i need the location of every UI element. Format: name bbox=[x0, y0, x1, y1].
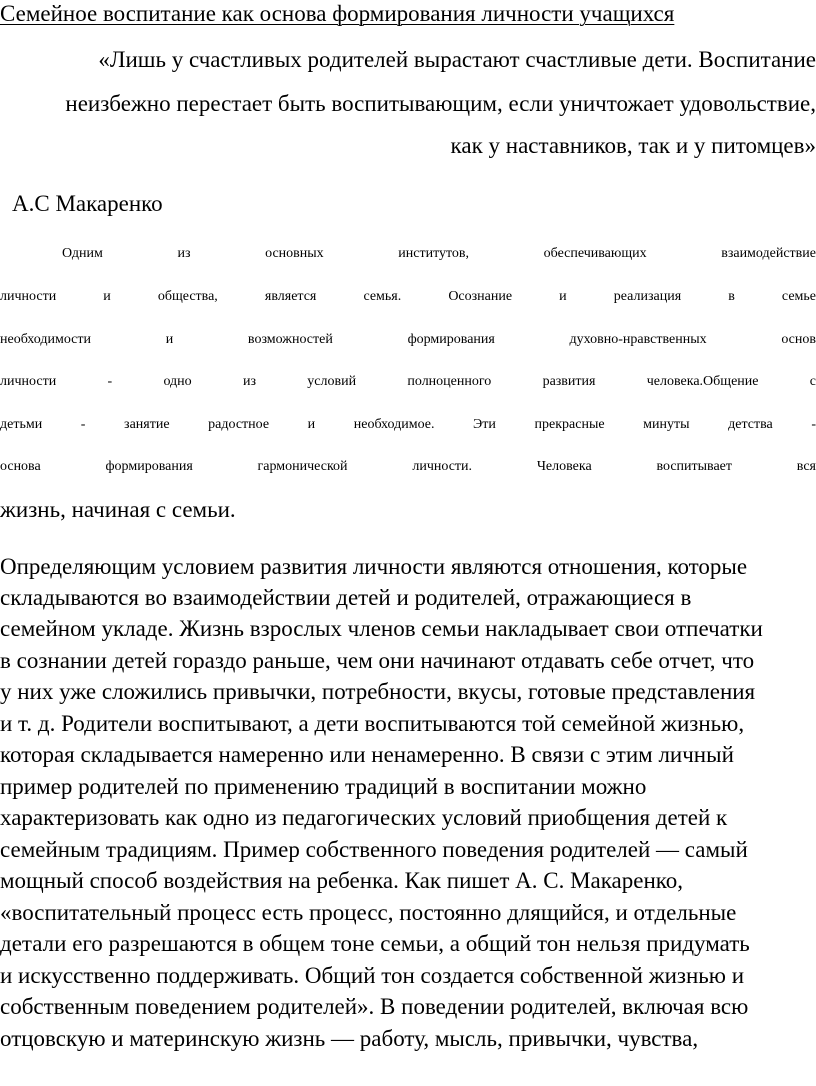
paragraph-line: Определяющим условием развития личности являются отношения, которые bbox=[0, 554, 748, 579]
paragraph-line: семейным традициям. Пример собственного поведения родителей — самый bbox=[0, 837, 748, 862]
paragraph-line: отцовскую и материнскую жизнь — работу, мысль, привычки, чувства, bbox=[0, 1026, 699, 1051]
paragraph-line: в сознании детей гораздо раньше, чем они начинают отдавать себе отчет, что bbox=[0, 648, 755, 673]
paragraph-line: и искусственно поддерживать. Общий тон создается собственной жизнью и bbox=[0, 963, 745, 988]
epigraph-author: А.С Макаренко bbox=[12, 191, 163, 216]
paragraph-line: детали его разрешаются в общем тоне семьи, а общий тон нельзя придумать bbox=[0, 931, 750, 956]
paragraph-line: основа формирования гармонической личности. Человека воспитывает вся bbox=[0, 459, 816, 474]
paragraph-line: личности и общества, является семья. Осознание и реализация в семье bbox=[0, 289, 816, 304]
paragraph-line: складываются во взаимодействии детей и родителей, отражающиеся в bbox=[0, 585, 692, 610]
paragraph-line: пример родителей по применению традиций в воспитании можно bbox=[0, 774, 647, 799]
paragraph-line: собственным поведением родителей». В поведении родителей, включая всю bbox=[0, 994, 749, 1019]
paragraph-line: мощный способ воздействия на ребенка. Как пишет А. С. Макаренко, bbox=[0, 868, 684, 893]
paragraph-line: характеризовать как одно из педагогических условий приобщения детей к bbox=[0, 805, 728, 830]
epigraph-line: «Лишь у счастливых родителей вырастают счастливые дети. Воспитание bbox=[98, 47, 816, 72]
paragraph-line: которая складывается намеренно или ненамеренно. В связи с этим личный bbox=[0, 742, 734, 767]
paragraph-line: и т. д. Родители воспитывают, а дети воспитываются той семейной жизнью, bbox=[0, 711, 745, 736]
paragraph-line: детьми - занятие радостное и необходимое. Эти прекрасные минуты детства - bbox=[0, 417, 816, 432]
paragraph-line: личности - одно из условий полноценного развития человека.Общение с bbox=[0, 374, 816, 389]
document-title: Семейное воспитание как основа формирования личности учащихся bbox=[0, 1, 675, 26]
paragraph-line: семейном укладе. Жизнь взрослых членов семьи накладывает свои отпечатки bbox=[0, 616, 763, 641]
paragraph-line: Одним из основных институтов, обеспечивающих взаимодействие bbox=[62, 246, 816, 261]
paragraph-line: необходимости и возможностей формирования духовно-нравственных основ bbox=[0, 332, 816, 347]
epigraph-line: неизбежно перестает быть воспитывающим, если уничтожает удовольствие, bbox=[65, 91, 816, 116]
paragraph-line: «воспитательный процесс есть процесс, постоянно длящийся, и отдельные bbox=[0, 900, 737, 925]
epigraph-line: как у наставников, так и у питомцев» bbox=[450, 133, 816, 158]
paragraph-line: у них уже сложились привычки, потребности, вкусы, готовые представления bbox=[0, 679, 756, 704]
paragraph-line: жизнь, начиная с семьи. bbox=[0, 497, 236, 522]
